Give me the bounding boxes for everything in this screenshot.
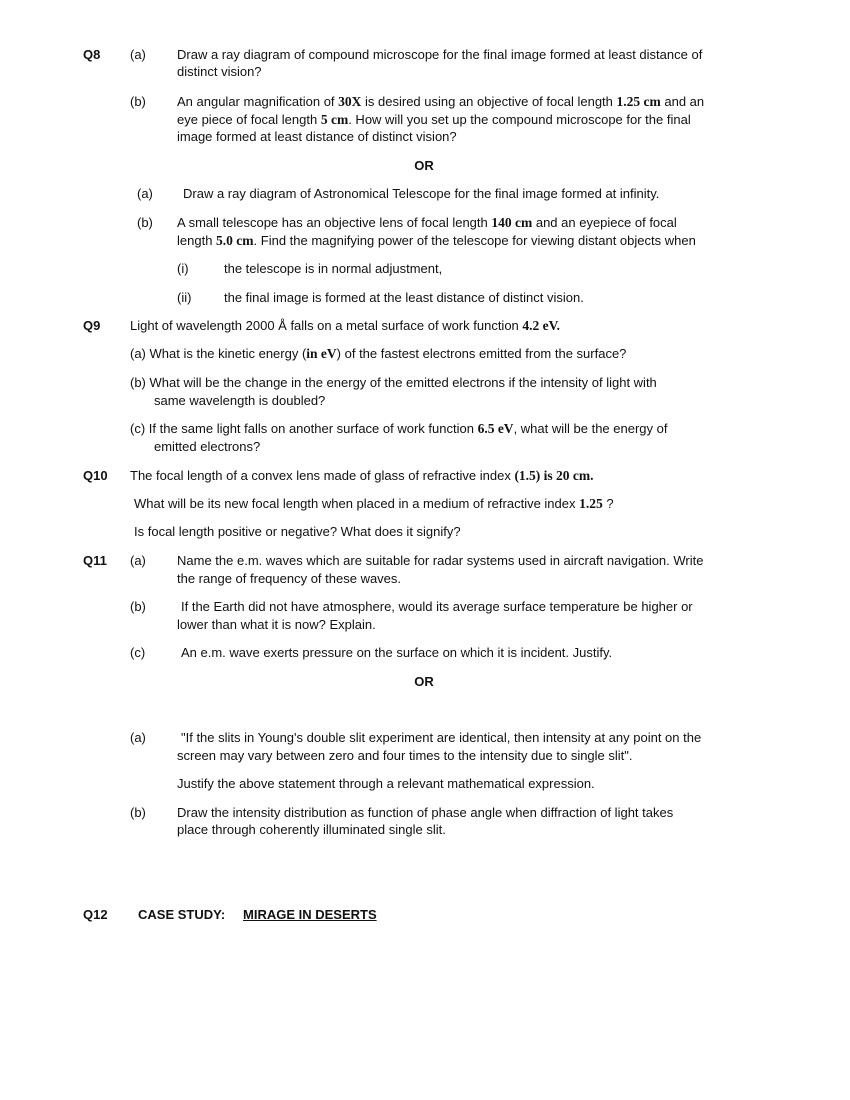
text-line: the telescope is in normal adjustment, <box>224 261 443 276</box>
text-line: Name the e.m. waves which are suitable for radar systems used in aircraft navigation. Write <box>177 553 704 568</box>
text-segment: is desired using an objective of focal length <box>361 94 617 109</box>
text-line: Draw a ray diagram of Astronomical Telescope for the final image formed at infinity. <box>183 186 660 201</box>
text-line: same wavelength is doubled? <box>154 393 326 408</box>
text-line: the final image is formed at the least distance of distinct vision. <box>224 290 584 305</box>
question-number: Q9 <box>83 318 101 333</box>
text-line: (ii) <box>177 290 192 305</box>
text-line <box>177 112 691 128</box>
question-number: Q8 <box>83 47 101 62</box>
text-segment: , what will be the energy of <box>513 421 668 436</box>
text-line <box>177 215 677 231</box>
text-segment: eye piece of focal length <box>177 112 321 127</box>
text-line <box>130 318 560 334</box>
question-number: Q12 <box>83 907 108 922</box>
text-line: place through coherently illuminated single slit. <box>177 822 446 837</box>
text-segment: An angular magnification of <box>177 94 339 109</box>
text-segment: and an eyepiece of focal <box>532 215 677 230</box>
text-line: Draw a ray diagram of compound microscope for the final image formed at least distance of <box>177 47 703 62</box>
value-emphasis: 6.5 eV <box>477 421 514 436</box>
text-line: screen may vary between zero and four times to the intensity due to single slit". <box>177 748 633 763</box>
text-line: (a) <box>137 186 153 201</box>
text-line: image formed at least distance of distinct vision? <box>177 129 457 144</box>
text-line: CASE STUDY: <box>138 907 226 922</box>
text-line: the range of frequency of these waves. <box>177 571 402 586</box>
question-number: Q10 <box>83 468 108 483</box>
text-line: (b) <box>137 215 153 230</box>
value-emphasis: 30X <box>338 94 362 109</box>
text-segment: A small telescope has an objective lens of focal length <box>177 215 492 230</box>
text-line: (b) <box>130 599 146 614</box>
text-line <box>177 233 696 249</box>
text-line: "If the slits in Young's double slit experiment are identical, then intensity at any point on the <box>181 730 702 745</box>
text-line <box>130 421 667 437</box>
value-emphasis: 140 cm <box>491 215 533 230</box>
text-line: Draw the intensity distribution as function of phase angle when diffraction of light takes <box>177 805 674 820</box>
text-line: (i) <box>177 261 189 276</box>
text-segment: (c) If the same light falls on another surface of work function <box>130 421 478 436</box>
value-emphasis: 5.0 cm <box>216 233 254 248</box>
text-segment: ? <box>602 496 614 511</box>
text-segment: and an <box>660 94 705 109</box>
text-line: (b) <box>130 805 146 820</box>
text-line: (c) <box>130 645 146 660</box>
text-segment: Light of wavelength 2000 Å falls on a metal surface of work function <box>130 318 523 333</box>
text-line: distinct vision? <box>177 64 262 79</box>
text-line: lower than what it is now? Explain. <box>177 617 376 632</box>
or-divider: OR <box>414 158 434 173</box>
text-line <box>130 468 594 484</box>
value-emphasis: 1.25 <box>579 496 603 511</box>
text-line: (a) <box>130 553 146 568</box>
text-line: Is focal length positive or negative? What does it signify? <box>134 524 461 539</box>
value-emphasis: (1.5) is 20 cm. <box>514 468 594 483</box>
text-line: Justify the above statement through a relevant mathematical expression. <box>177 776 595 791</box>
value-emphasis: 1.25 cm <box>616 94 661 109</box>
text-line: (b) What will be the change in the energy of the emitted electrons if the intensity of light with <box>130 375 657 390</box>
text-line: MIRAGE IN DESERTS <box>243 907 377 922</box>
text-segment: The focal length of a convex lens made of glass of refractive index <box>130 468 515 483</box>
text-line <box>130 346 626 362</box>
question-number: Q11 <box>83 553 107 568</box>
text-line: If the Earth did not have atmosphere, would its average surface temperature be higher or <box>181 599 693 614</box>
text-segment: . How will you set up the compound microscope for the final <box>348 112 691 127</box>
text-line: An e.m. wave exerts pressure on the surface on which it is incident. Justify. <box>181 645 613 660</box>
text-line <box>177 94 704 110</box>
text-line: emitted electrons? <box>154 439 261 454</box>
text-line: (a) <box>130 730 146 745</box>
text-segment: (a) What is the kinetic energy ( <box>130 346 307 361</box>
or-divider: OR <box>414 674 434 689</box>
value-emphasis: 5 cm <box>320 112 349 127</box>
text-segment: What will be its new focal length when placed in a medium of refractive index <box>134 496 580 511</box>
text-line: (a) <box>130 47 146 62</box>
value-emphasis: 4.2 eV. <box>522 318 561 333</box>
text-line: (b) <box>130 94 146 109</box>
text-segment: ) of the fastest electrons emitted from the surface? <box>336 346 627 361</box>
text-line <box>134 496 614 512</box>
text-segment: length <box>177 233 217 248</box>
text-segment: . Find the magnifying power of the telescope for viewing distant objects when <box>253 233 696 248</box>
value-emphasis: in eV <box>306 346 337 361</box>
